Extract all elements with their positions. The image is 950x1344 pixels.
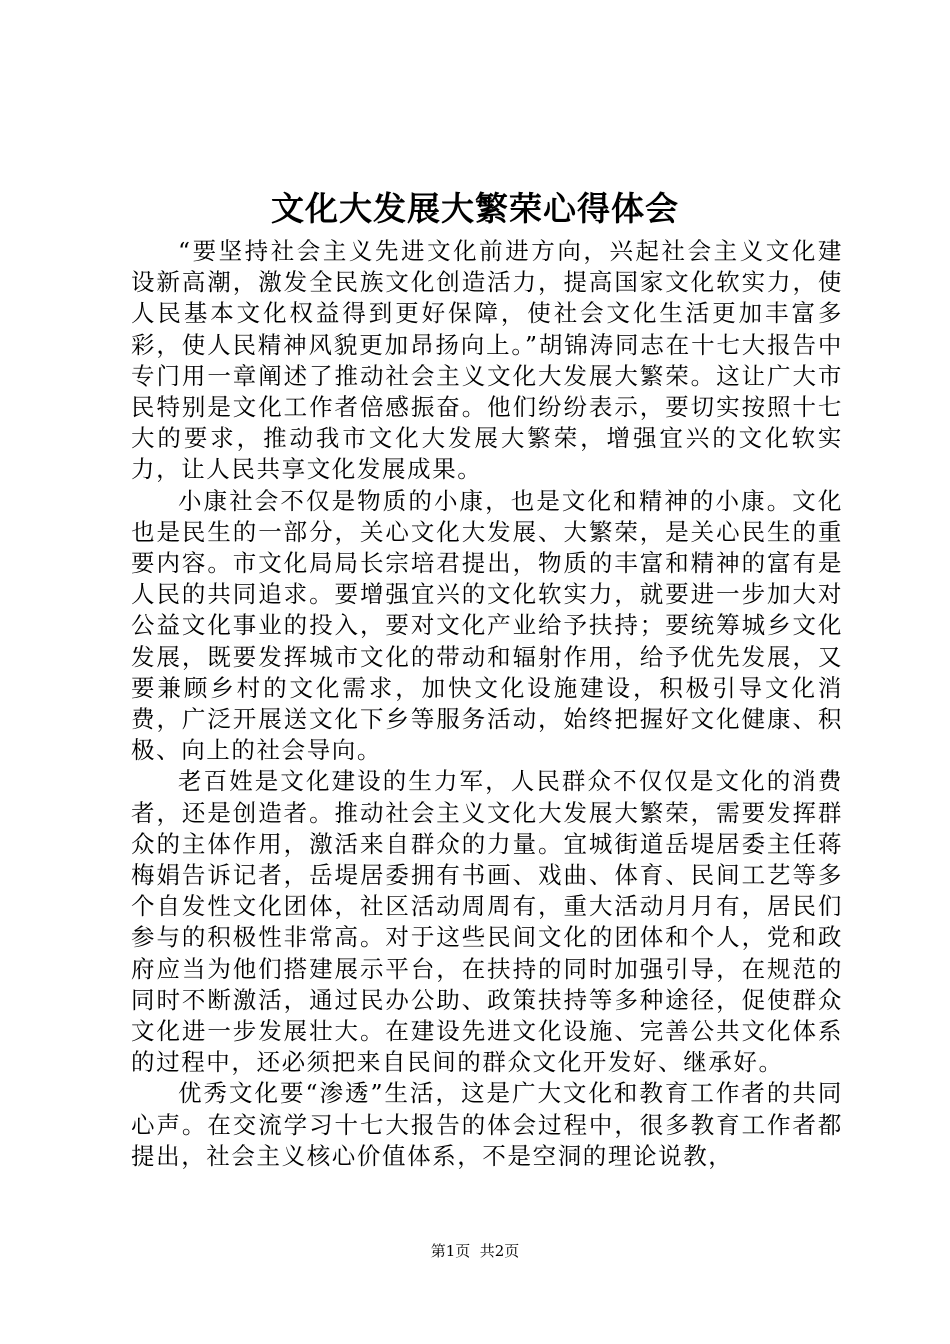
paragraph-1: “要坚持社会主义先进文化前进方向，兴起社会主义文化建设新高潮，激发全民族文化创造活力，提高国家文化软实力，使人民基本文化权益得到更好保障，使社会文化生活更加丰富多彩，使人民精神风貌更加昂扬向上。”胡锦涛同志在十七大报告中专门用一章阐述了推动社会主义文化大发展大繁荣。这让广大市民特别是文化工作者倍感振奋。他们纷纷表示，要切实按照十七大的要求，推动我市文化大发展大繁荣，增强宜兴的文化软实力，让人民共享文化发展成果。 [131, 237, 843, 484]
document-title: 文化大发展大繁荣心得体会 [271, 189, 679, 228]
paragraph-3: 老百姓是文化建设的生力军，人民群众不仅仅是文化的消费者，还是创造者。推动社会主义文化大发展大繁荣，需要发挥群众的主体作用，激活来自群众的力量。宜城街道岳堤居委主任蒋梅娟告诉记者，岳堤居委拥有书画、戏曲、体育、民间工艺等多个自发性文化团体，社区活动周周有，重大活动月月有，居民们参与的积极性非常高。对于这些民间文化的团体和个人，党和政府应当为他们搭建展示平台，在扶持的同时加强引导，在规范的同时不断激活，通过民办公助、政策扶持等多种途径，促使群众文化进一步发展壮大。在建设先进文化设施、完善公共文化体系的过程中，还必须把来自民间的群众文化开发好、继承好。 [131, 767, 843, 1077]
page-number-label: 第1页 共2页 [430, 1242, 520, 1260]
paragraph-4: 优秀文化要“渗透”生活，这是广大文化和教育工作者的共同心声。在交流学习十七大报告的体会过程中，很多教育工作者都提出，社会主义核心价值体系，不是空洞的理论说教， [131, 1079, 843, 1170]
paragraph-2: 小康社会不仅是物质的小康，也是文化和精神的小康。文化也是民生的一部分，关心文化大发展、大繁荣，是关心民生的重要内容。市文化局局长宗培君提出，物质的丰富和精神的富有是人民的共同追求。要增强宜兴的文化软实力，就要进一步加大对公益文化事业的投入，要对文化产业给予扶持；要统筹城乡文化发展，既要发挥城市文化的带动和辐射作用，给予优先发展，又要兼顾乡村的文化需求，加快文化设施建设，积极引导文化消费，广泛开展送文化下乡等服务活动，始终把握好文化健康、积极、向上的社会导向。 [131, 486, 843, 765]
document-body [131, 236, 843, 1172]
page-footer [0, 1240, 950, 1262]
